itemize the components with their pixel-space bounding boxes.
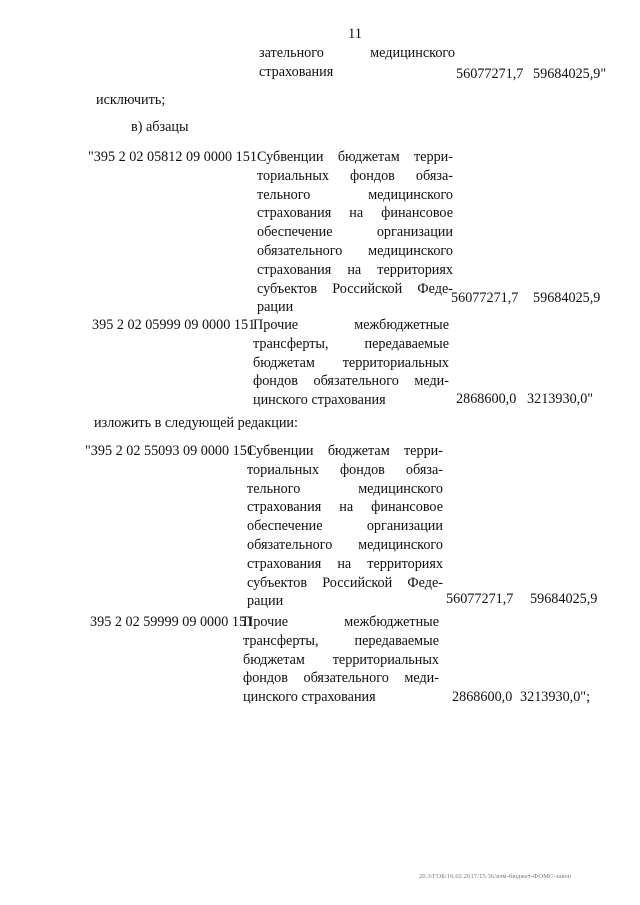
old-row-2-value-2: 3213930,0" [527,391,594,407]
desc-line: Субвенции бюджетам терри- [257,149,453,165]
old-row-1-code: "395 2 02 05812 09 0000 151 [88,149,257,165]
desc-line: ториальных фондов обяза- [257,167,453,184]
desc-line: фондов обязательного меди- [253,373,449,390]
exclude-label: исключить; [96,92,166,108]
old-row-1-value-2: 59684025,9 [533,290,601,306]
new-row-2-value-2: 3213930,0"; [520,689,591,705]
desc-line: страхования на финансовое [257,205,453,222]
desc-line: фондов обязательного меди- [243,670,439,687]
desc-line: страхования [259,63,334,80]
desc-line: субъектов Российской Феде- [257,280,453,297]
new-row-1-value-2: 59684025,9 [530,591,598,607]
top-block-description [259,44,455,82]
old-row-2-code: 395 2 02 05999 09 0000 151 [92,317,256,333]
desc-line: рации [257,299,294,316]
old-row-1-description [257,148,453,317]
new-row-1-code: "395 2 02 55093 09 0000 151 [85,443,254,459]
desc-line: Прочие межбюджетные [253,317,449,333]
desc-line: ториальных фондов обяза- [247,461,443,478]
footer-file-stamp: 20.3/ГОБ/16.02.2017/15:36/изм-бюджет-ФОМС-закон [419,873,572,880]
old-row-1-value-1: 56077271,7 [451,290,519,306]
desc-line: тельного медицинского [247,480,443,497]
desc-line: обеспечение организации [257,224,453,241]
new-row-1-description [247,442,443,611]
desc-line: бюджетам территориальных [243,651,439,668]
top-block-value-2: 59684025,9" [533,66,607,82]
desc-line: субъектов Российской Феде- [247,574,443,591]
desc-line: страхования на финансовое [247,499,443,516]
new-row-2-code: 395 2 02 59999 09 0000 151 [90,614,254,630]
desc-line: цинского страхования [253,392,386,409]
desc-line: зательного медицинского [259,45,455,61]
old-row-2-value-1: 2868600,0 [456,391,517,407]
page-number: 11 [348,26,362,42]
section-b-label: в) абзацы [131,119,189,135]
desc-line: страхования на территориях [247,555,443,572]
desc-line: трансферты, передаваемые [253,335,449,352]
top-block-value-1: 56077271,7 [456,66,524,82]
new-row-1-value-1: 56077271,7 [446,591,514,607]
restate-label: изложить в следующей редакции: [94,415,298,431]
desc-line: тельного медицинского [257,186,453,203]
desc-line: Прочие межбюджетные [243,614,439,630]
desc-line: страхования на территориях [257,261,453,278]
new-row-2-value-1: 2868600,0 [452,689,513,705]
old-row-2-description [253,316,449,410]
desc-line: цинского страхования [243,689,376,706]
desc-line: рации [247,593,284,610]
desc-line: обязательного медицинского [247,536,443,553]
new-row-2-description [243,613,439,707]
desc-line: Субвенции бюджетам терри- [247,443,443,459]
desc-line: обязательного медицинского [257,242,453,259]
desc-line: бюджетам территориальных [253,354,449,371]
desc-line: обеспечение организации [247,518,443,535]
desc-line: трансферты, передаваемые [243,632,439,649]
